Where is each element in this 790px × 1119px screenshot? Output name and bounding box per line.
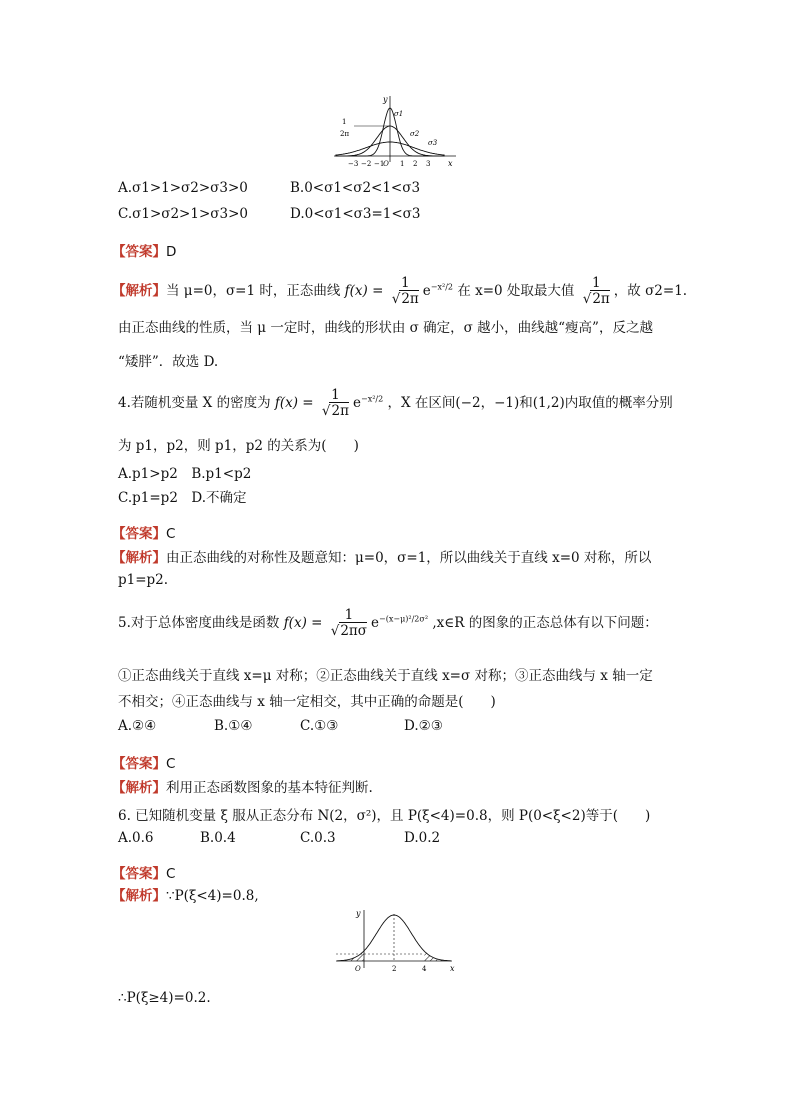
analysis-tag: 【解析】 [112, 888, 166, 904]
q5-stem-line1 [118, 608, 658, 639]
analysis-tag: 【解析】 [112, 780, 166, 796]
frac-num: 1 [331, 387, 340, 403]
answer-tag: 【答案】 [112, 756, 166, 772]
q6-answer [112, 862, 175, 882]
q6-option-b: B.0.4 [200, 830, 236, 846]
exp-power: −x²/2 [430, 282, 454, 292]
formula-fx: f(x) = [274, 395, 314, 411]
formula-gen: f(x) = $\frac{1}{√2\pi\sigma}$ $e^{-(x-\mu)^2/2\sigma^2}$ [283, 607, 429, 639]
answer-value: C [166, 526, 176, 542]
y-axis-label: y [356, 909, 361, 918]
tick-2: 2 [392, 965, 397, 973]
frac-num: 1 [591, 275, 601, 291]
q3-option-d: D.0<σ1<σ3=1<σ3 [290, 206, 421, 222]
q6-stem: 6. 已知随机变量 ξ 服从正态分布 N(2，σ²)，且 P(ξ<4)=0.8，则 P(0<ξ<2)等于( ) [118, 808, 651, 824]
q3-answer [112, 240, 176, 260]
analysis-text: ，故 σ2=1. [613, 283, 688, 299]
answer-tag: 【答案】 [112, 526, 166, 542]
q5-answer [112, 752, 175, 772]
normal-curve-mu2-figure [332, 906, 462, 976]
q3-option-b: B.0<σ1<σ2<1<σ3 [290, 180, 421, 196]
q6-analysis-line2: ∴P(ξ≥4)=0.2. [118, 990, 211, 1006]
q5-stem-line2: ①正态曲线关于直线 x=μ 对称；②正态曲线关于直线 x=σ 对称；③正态曲线与 x 轴一定 [118, 668, 653, 684]
formula-std: f(x) = $\frac{1}{√2\pi}$ $e^{-x^2/2}$ [274, 387, 384, 419]
peak-label-den: 2π [340, 130, 350, 138]
q4-stem-line2: 为 p1，p2，则 p1，p2 的关系为( ) [118, 438, 359, 454]
x-tick-label: O [383, 160, 389, 168]
frac-num: 1 [400, 275, 410, 291]
analysis-tag: 【解析】 [112, 550, 166, 566]
frac-num: 1 [344, 607, 354, 623]
x-axis-label: x [450, 964, 455, 973]
exp-power: −x²/2 [361, 394, 384, 404]
x-tick-label: −3 [348, 160, 359, 168]
formula-std: f(x) = $\frac{1}{√2\pi}$ $e^{-x^2/2}$ [344, 275, 454, 307]
q4-stem-text: ，X 在区间(−2，−1)和(1,2)内取值的概率分别 [387, 395, 673, 411]
exp-base: e [422, 283, 431, 299]
normal-curves-figure [330, 92, 460, 172]
analysis-text: 当 μ=0，σ=1 时，正态曲线 [166, 283, 341, 299]
answer-value: D [166, 244, 177, 260]
q5-stem-line3: 不相交；④正态曲线与 x 轴一定相交，其中正确的命题是( ) [118, 694, 496, 710]
q4-analysis-line2: p1=p2. [118, 572, 169, 588]
x-tick-label: 3 [426, 160, 431, 168]
x-tick-label: −1 [374, 160, 385, 168]
y-axis-label: y [383, 95, 388, 104]
answer-tag: 【答案】 [112, 244, 166, 260]
x-tick-labels [348, 160, 430, 168]
q5-option-a: A.②④ [118, 718, 157, 734]
analysis-text: 由正态曲线的对称性及题意知：μ=0，σ=1，所以曲线关于直线 x=0 对称，所以 [166, 550, 652, 566]
frac-den: 2π [331, 403, 349, 419]
x-tick-label: −2 [361, 160, 372, 168]
q4-options-row1: A.p1>p2 B.p1<p2 [118, 466, 252, 482]
analysis-tag: 【解析】 [112, 283, 166, 299]
exp-power: −(x−μ)²/2σ² [379, 614, 429, 624]
q4-analysis-line1 [112, 546, 651, 566]
x-tick-label: 1 [400, 160, 405, 168]
q3-option-a: A.σ1>1>σ2>σ3>0 [118, 180, 248, 196]
x-axis-label: x [448, 159, 453, 168]
frac-den: 2π [592, 291, 610, 307]
frac-den: 2π [401, 291, 419, 307]
q4-answer [112, 522, 175, 542]
origin-label: O [355, 965, 361, 973]
formula-fx: f(x) = [344, 283, 384, 299]
q5-option-d: D.②③ [404, 718, 443, 734]
q5-stem-text: ,x∈R 的图象的正态总体有以下问题： [432, 615, 658, 631]
q5-option-b: B.①④ [214, 718, 253, 734]
answer-value: C [166, 866, 176, 882]
q3-option-c: C.σ1>σ2>1>σ3>0 [118, 206, 248, 222]
q3-analysis-line1: 【解析】当 μ=0，σ=1 时，正态曲线 f(x) = $\frac{1}{√2\pi}$ $e^{-x^2/2}$ 在 x=0 处取最大值 $\frac{1}{√2\pi}$ ，故 σ2=1. [112, 275, 688, 307]
answer-tag: 【答案】 [112, 866, 166, 882]
analysis-text: 在 x=0 处取最大值 [457, 283, 575, 299]
formula-fx: f(x) = [283, 615, 323, 631]
q3-analysis-line2: 由正态曲线的性质，当 μ 一定时，曲线的形状由 σ 确定，σ 越小，曲线越“瘦高”，反之越 [118, 320, 653, 336]
q6-option-a: A.0.6 [118, 830, 154, 846]
q3-analysis-line3: “矮胖”．故选 D. [118, 354, 219, 370]
exp-base: e [353, 395, 361, 411]
analysis-text: ∵P(ξ<4)=0.8, [166, 888, 259, 904]
peak-label-num: 1 [342, 118, 347, 126]
q4-stem-line1 [118, 388, 673, 419]
q6-option-c: C.0.3 [300, 830, 336, 846]
answer-value: C [166, 756, 176, 772]
exp-base: e [371, 615, 380, 631]
sigma2-label: σ2 [410, 130, 420, 138]
sigma3-label: σ3 [428, 139, 438, 147]
q5-stem-text: 5.对于总体密度曲线是函数 [118, 615, 280, 631]
q5-analysis [112, 776, 373, 796]
x-tick-label: 2 [413, 160, 418, 168]
q6-option-d: D.0.2 [404, 830, 441, 846]
q4-options-row2: C.p1=p2 D.不确定 [118, 490, 247, 506]
analysis-text: 利用正态函数图象的基本特征判断. [166, 780, 373, 796]
q4-stem-text: 4.若随机变量 X 的密度为 [118, 395, 271, 411]
sigma1-label: σ1 [394, 110, 404, 118]
q6-analysis-line1 [112, 884, 259, 904]
frac-den: 2πσ [340, 623, 368, 639]
q5-option-c: C.①③ [300, 718, 339, 734]
tick-4: 4 [422, 965, 427, 973]
